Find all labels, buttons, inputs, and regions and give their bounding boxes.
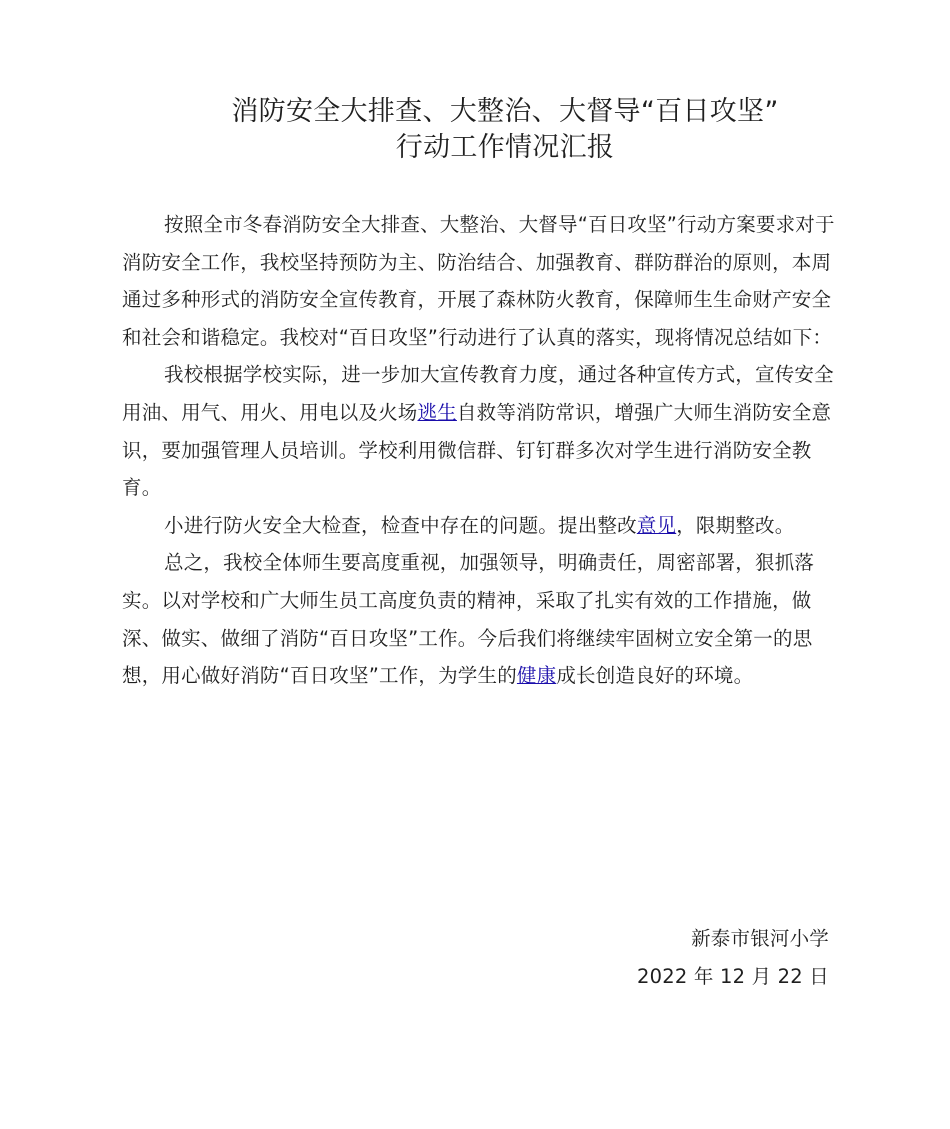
paragraph-4-text-after: 成长创造良好的环境。 (556, 664, 754, 688)
document-title (120, 94, 890, 166)
link-opinion[interactable]: 意见 (636, 513, 677, 537)
link-health[interactable]: 健康 (516, 664, 557, 688)
paragraph-3-text-after: ，限期整改。 (676, 513, 795, 537)
paragraph-4 (122, 544, 838, 694)
title-line-2: 行动工作情况汇报 (395, 132, 615, 163)
paragraph-3 (122, 507, 838, 545)
paragraph-2-text-before: 我校根据学校实际，进一步加大宣传教育力度，通过各种宣传方式，宣传安全用油、用气、用火、用电以及火场 (122, 363, 834, 424)
paragraph-2-text-after: 自救等消防常识，增强广大师生消防安全意识，要加强管理人员培训。学校利用微信群、钉钉群多次对学生进行消防安全教育。 (122, 400, 832, 500)
document-body (122, 206, 838, 695)
paragraph-2 (122, 356, 838, 506)
link-escape[interactable]: 逃生 (417, 400, 457, 424)
signature-block (637, 920, 829, 995)
paragraph-3-text-before: 小进行防火安全大检查，检查中存在的问题。提出整改 (164, 513, 637, 537)
paragraph-4-text-before: 总之，我校全体师生要高度重视，加强领导，明确责任，周密部署，狠抓落实。以对学校和广大师生员工高度负责的精神，采取了扎实有效的工作措施，做深、做实、做细了消防“百日攻坚”工作。今后我们将继续牢固树立安全第一的思想，用心做好消防“百日攻坚”工作，为学生的 (122, 551, 815, 688)
signature-organization: 新泰市银河小学 (691, 927, 829, 950)
title-line-1: 消防安全大排查、大整治、大督导“百日攻坚” (231, 96, 779, 127)
paragraph-1 (122, 206, 838, 356)
signature-date: 2022 年 12 月 22 日 (637, 964, 829, 988)
paragraph-1-text: 按照全市冬春消防安全大排查、大整治、大督导“百日攻坚”行动方案要求对于消防安全工作，我校坚持预防为主、防治结合、加强教育、群防群治的原则，本周通过多种形式的消防安全宣传教育，开展了森林防火教育，保障师生生命财产安全和社会和谐稳定。我校对“百日攻坚”行动进行了认真的落实，现将情况总结如下： (122, 213, 835, 349)
